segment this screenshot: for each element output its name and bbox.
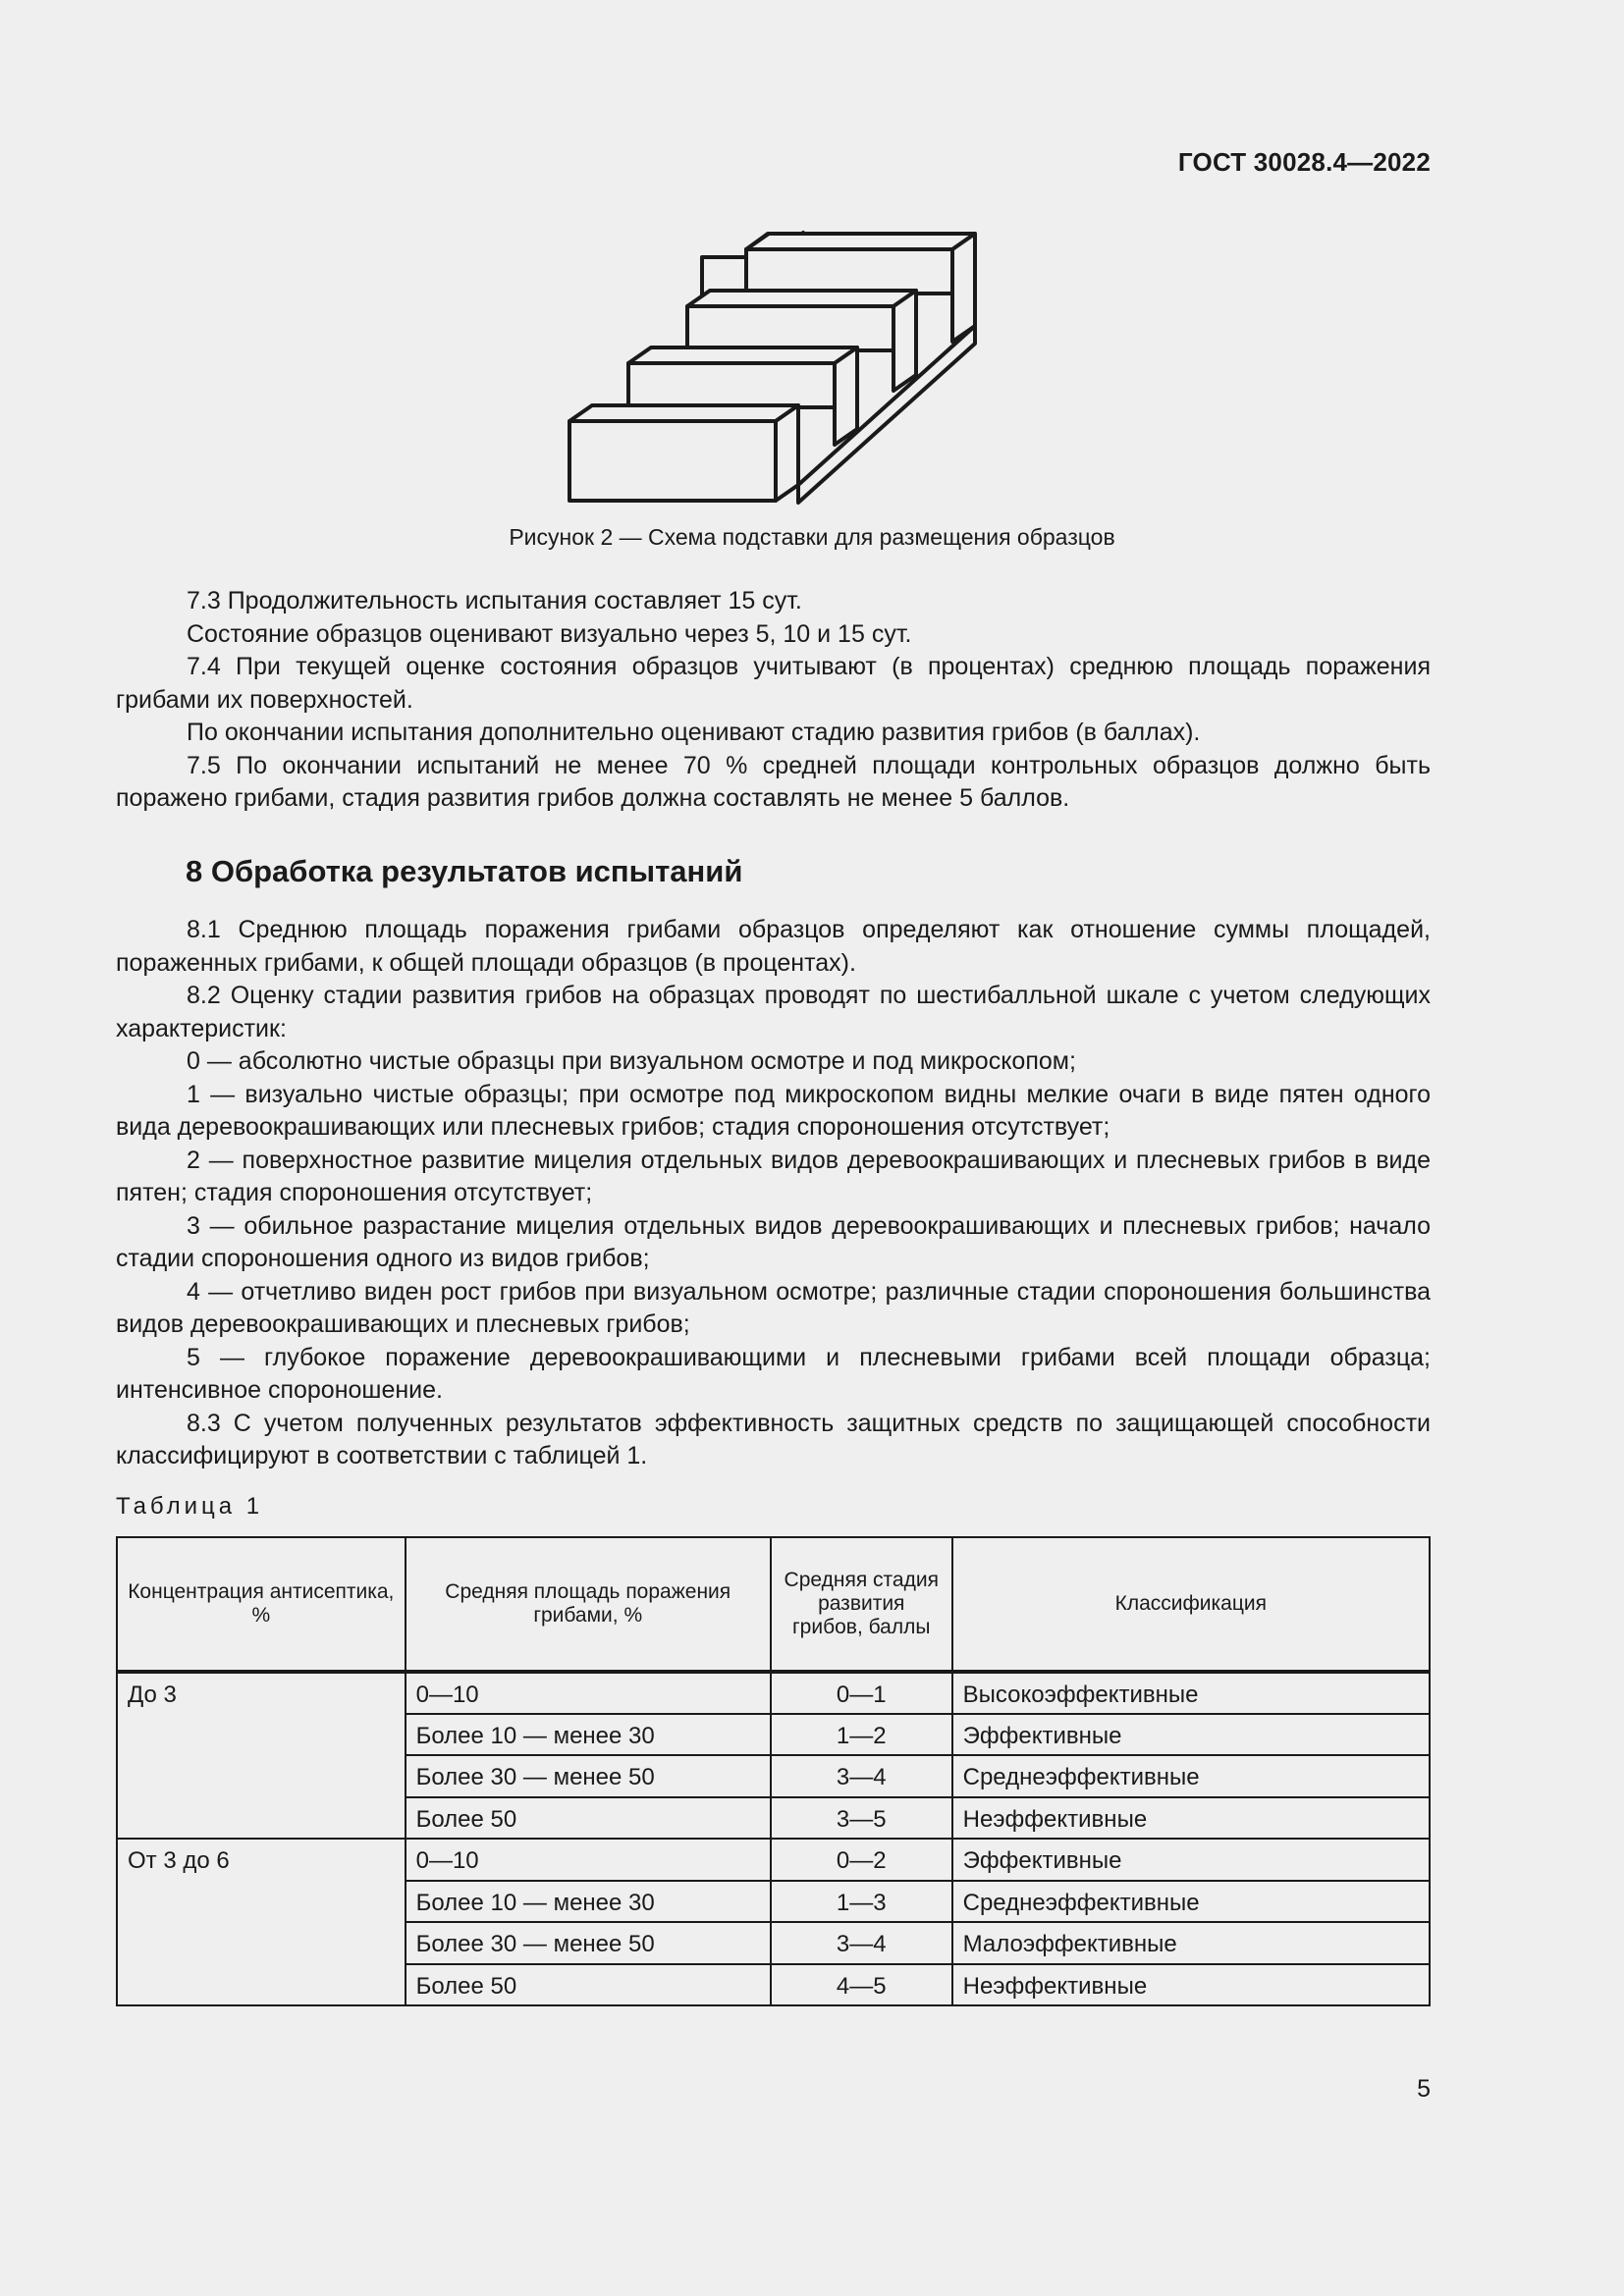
cell-concentration: От 3 до 6 — [117, 1839, 406, 2005]
cell-class: Неэффективные — [952, 1797, 1430, 1840]
cell-stage: 0—2 — [771, 1839, 952, 1881]
table-header-row — [117, 1537, 1430, 1672]
page-number: 5 — [1417, 2075, 1431, 2103]
scale-item: 3 — обильное разрастание мицелия отдельных видов деревоокрашивающих и плесневых грибов; начало стадии спороношения одного из видов грибов; — [116, 1211, 1431, 1272]
cell-stage: 1—2 — [771, 1714, 952, 1756]
table-row — [117, 1672, 1430, 1714]
sample-stand-diagram-icon — [565, 228, 982, 507]
paragraph: Состояние образцов оценивают визуально через 5, 10 и 15 сут. — [187, 619, 912, 648]
header-area: Средняя площадь поражения грибами, % — [406, 1537, 771, 1672]
paragraph: 8.1 Среднюю площадь поражения грибами образцов определяют как отношение суммы площадей, пораженных грибами, к общей площади образцов (в процентах). — [116, 916, 1431, 977]
paragraph: 8.2 Оценку стадии развития грибов на образцах проводят по шестибалльной шкале с учетом следующих характеристик: — [116, 982, 1431, 1042]
cell-area: Более 10 — менее 30 — [406, 1881, 771, 1923]
header-classification: Классификация — [952, 1537, 1430, 1672]
cell-class: Среднеэффективные — [952, 1881, 1430, 1923]
cell-area: Более 50 — [406, 1964, 771, 2006]
cell-area: 0—10 — [406, 1672, 771, 1714]
cell-stage: 3—4 — [771, 1922, 952, 1964]
cell-area: Более 30 — менее 50 — [406, 1755, 771, 1797]
scale-item: 0 — абсолютно чистые образцы при визуальном осмотре и под микроскопом; — [187, 1047, 1076, 1075]
cell-class: Среднеэффективные — [952, 1755, 1430, 1797]
cell-stage: 3—4 — [771, 1755, 952, 1797]
section-8-text — [116, 914, 1431, 1473]
scale-item: 5 — глубокое поражение деревоокрашивающими и плесневыми грибами всей площади образца; интенсивное спороношение. — [116, 1343, 1431, 1404]
cell-class: Эффективные — [952, 1839, 1430, 1881]
cell-area: 0—10 — [406, 1839, 771, 1881]
table-row — [117, 1839, 1430, 1881]
paragraph: 7.5 По окончании испытаний не менее 70 % средней площади контрольных образцов должно быть поражено грибами, стадия развития грибов должна составлять не менее 5 баллов. — [116, 751, 1431, 812]
cell-stage: 4—5 — [771, 1964, 952, 2006]
scale-item: 4 — отчетливо виден рост грибов при визуальном осмотре; различные стадии спороношения большинства видов деревоокрашивающих и плесневых грибов; — [116, 1277, 1431, 1338]
classification-table — [116, 1536, 1431, 2006]
paragraph: 7.4 При текущей оценке состояния образцов учитывают (в процентах) среднюю площадь поражения грибами их поверхностей. — [116, 653, 1431, 714]
scale-item: 1 — визуально чистые образцы; при осмотре под микроскопом видны мелкие очаги в виде пятен одного вида деревоокрашивающих или плесневых грибов; стадия спороношения отсутствует; — [116, 1080, 1431, 1141]
scale-item: 2 — поверхностное развитие мицелия отдельных видов деревоокрашивающих и плесневых грибов в виде пятен; стадия спороношения отсутствует; — [116, 1146, 1431, 1206]
document-code: ГОСТ 30028.4—2022 — [1177, 147, 1431, 177]
cell-area: Более 10 — менее 30 — [406, 1714, 771, 1756]
cell-class: Малоэффективные — [952, 1922, 1430, 1964]
cell-stage: 0—1 — [771, 1672, 952, 1714]
figure-caption: Рисунок 2 — Схема подставки для размещения образцов — [509, 524, 1115, 550]
header-stage: Средняя стадия развития грибов, баллы — [771, 1537, 952, 1672]
paragraph: По окончании испытания дополнительно оценивают стадию развития грибов (в баллах). — [187, 719, 1201, 746]
paragraph: 8.3 С учетом полученных результатов эффективность защитных средств по защищающей способности классифицируют в соответствии с таблицей 1. — [116, 1409, 1431, 1469]
table-label: Таблица 1 — [116, 1493, 264, 1520]
cell-class: Высокоэффективные — [952, 1672, 1430, 1714]
section-8-heading: 8 Обработка результатов испытаний — [186, 854, 743, 888]
section-7-text — [116, 585, 1431, 816]
cell-area: Более 50 — [406, 1797, 771, 1840]
cell-stage: 1—3 — [771, 1881, 952, 1923]
cell-area: Более 30 — менее 50 — [406, 1922, 771, 1964]
header-concentration: Концентрация антисептика, % — [117, 1537, 406, 1672]
cell-class: Эффективные — [952, 1714, 1430, 1756]
table-body — [117, 1672, 1430, 2005]
cell-concentration: До 3 — [117, 1672, 406, 1839]
cell-stage: 3—5 — [771, 1797, 952, 1840]
paragraph: 7.3 Продолжительность испытания составляет 15 сут. — [187, 587, 802, 614]
cell-class: Неэффективные — [952, 1964, 1430, 2006]
